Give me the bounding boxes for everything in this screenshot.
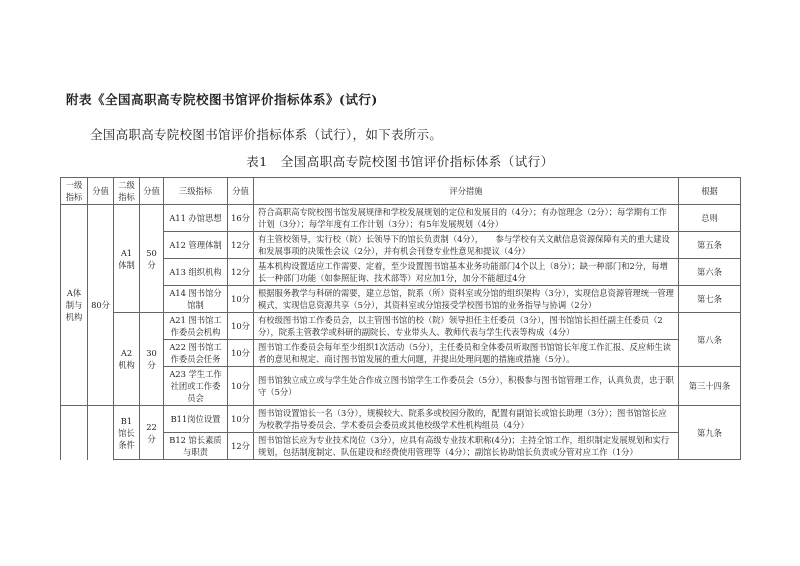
header-score2: 分值: [140, 178, 164, 205]
level3-name: A12 管理体制: [164, 232, 228, 259]
level3-score: 10分: [228, 313, 254, 340]
level3-name: A14 图书馆分馆制: [164, 286, 228, 313]
measure-text: 符合高职高专院校图书馆发展规律和学校发展规划的定位和发展目的（4分）；有办馆理念（2分）；每学期有工作计划（3分）；每学年度有工作计划（3分）；有5年发展规划（4分）: [254, 205, 679, 232]
level3-score: 10分: [228, 406, 254, 433]
level3-score: 16分: [228, 205, 254, 232]
level3-score: 12分: [228, 259, 254, 286]
basis-text: 第九条: [679, 406, 741, 460]
basis-text: 第三十四条: [679, 367, 741, 406]
measure-text: 基本机构设置适应工作需要、定着，至少设置图书馆基本业务功能部门4个以上（8分）；缺一种部门和2分，每增长一种部门功能（如参照征询、技术部等）对应加1分，加分不能超过4分: [254, 259, 679, 286]
level3-score: 12分: [228, 433, 254, 460]
table-row: [61, 205, 741, 232]
basis-text: 第五条: [679, 232, 741, 259]
measure-text: 图书馆工作委员会每年至少组织1次活动（5分），主任委员和全体委员听取图书馆馆长年度工作汇报、反应师生读者的意见和规定、商讨图书馆发展的重大问题，并提出处理问题的措施或措施（5分）。: [254, 340, 679, 367]
level1-b-score-empty: [88, 406, 114, 460]
measure-text: 图书馆馆长应为专业技术岗位（3分），应具有高级专业技术职称(4分)；主持全馆工作，组织制定发展规划和实行规划，包括制度制定、队伍建设和经费使用管理等（4分）；副馆长协助馆长负责或分管对应工作（1分）: [254, 433, 679, 460]
level2-b1-score: 22分: [140, 406, 164, 460]
level2-b1: B1馆长条件: [114, 406, 140, 460]
basis-text: 第七条: [679, 286, 741, 313]
measure-text: 有主管校领导，实行校（院）长领导下的馆长负责制（4分）， 参与学校有关文献信息资源保障有关的重大建设和发展事项的决策性会议（2分），并有机会刊登专业性意见和提议（4分）: [254, 232, 679, 259]
measure-text: 图书馆设置馆长一名（3分），规模较大、院系多或校园分散的，配置有副馆长或馆长助理（3分）；图书馆馆长应为校教学指导委员会、学术委员会委员或其他校级学术性机构组员（4分）: [254, 406, 679, 433]
header-measure: 评分措施: [254, 178, 679, 205]
level3-score: 12分: [228, 232, 254, 259]
level3-name: B11岗位设置: [164, 406, 228, 433]
level3-score: 10分: [228, 286, 254, 313]
level3-name: A11 办馆思想: [164, 205, 228, 232]
appendix-heading: 附表《全国高职高专院校图书馆评价指标体系》(试行): [66, 92, 378, 107]
level3-score: 10分: [228, 367, 254, 406]
header-basis: 根据: [679, 178, 741, 205]
level1-b-empty: [61, 406, 88, 460]
level3-name: A13 组织机构: [164, 259, 228, 286]
level1-a: A体制与机构: [61, 205, 88, 406]
level2-a2-score: 30分: [140, 313, 164, 406]
header-level1: 一级指标: [61, 178, 88, 205]
evaluation-index-table: [60, 177, 741, 460]
header-row: [61, 178, 741, 205]
intro-paragraph: 全国高职高专院校图书馆评价指标体系（试行），如下表所示。: [90, 127, 443, 142]
header-score3: 分值: [228, 178, 254, 205]
measure-text: 图书馆独立成立或与学生处合作成立图书馆学生工作委员会（5分），积极参与图书馆管理工作，认真负责，忠于职守（5分）: [254, 367, 679, 406]
header-level3: 三级指标: [164, 178, 228, 205]
table-row: [61, 406, 741, 433]
table-row: [61, 313, 741, 340]
table-caption: 表1 全国高职高专院校图书馆评价指标体系（试行）: [246, 154, 554, 169]
level1-a-score: 80分: [88, 205, 114, 406]
level3-name: B12 馆长素质与职责: [164, 433, 228, 460]
header-level2: 二级指标: [114, 178, 140, 205]
level3-name: A21 图书馆工作委员会机构: [164, 313, 228, 340]
header-score1: 分值: [88, 178, 114, 205]
level3-score: 10分: [228, 340, 254, 367]
basis-text: 总则: [679, 205, 741, 232]
level2-a2: A2机构: [114, 313, 140, 406]
level2-a1: A1体制: [114, 205, 140, 313]
measure-text: 有校级图书馆工作委员会，以主管图书馆的校（院）领导担任主任委员（3分），图书馆馆长担任副主任委员（2分），院系主管教学或科研的副院长、专业带头人、教师代表与学生代表等构成（4分）: [254, 313, 679, 340]
measure-text: 根据服务教学与科研的需要，建立总馆，院系（所）资料室或分馆的组织架构（3分），实现信息资源管理统一管理模式，实现信息资源共享（5分），其资料室或分馆接受学校图书馆的业务指导与协调（2分）: [254, 286, 679, 313]
level2-a1-score: 50分: [140, 205, 164, 313]
level3-name: A22 图书馆工作委员会任务: [164, 340, 228, 367]
level3-name: A23 学生工作社团或工作委员会: [164, 367, 228, 406]
basis-text: 第六条: [679, 259, 741, 286]
basis-text: 第八条: [679, 313, 741, 367]
